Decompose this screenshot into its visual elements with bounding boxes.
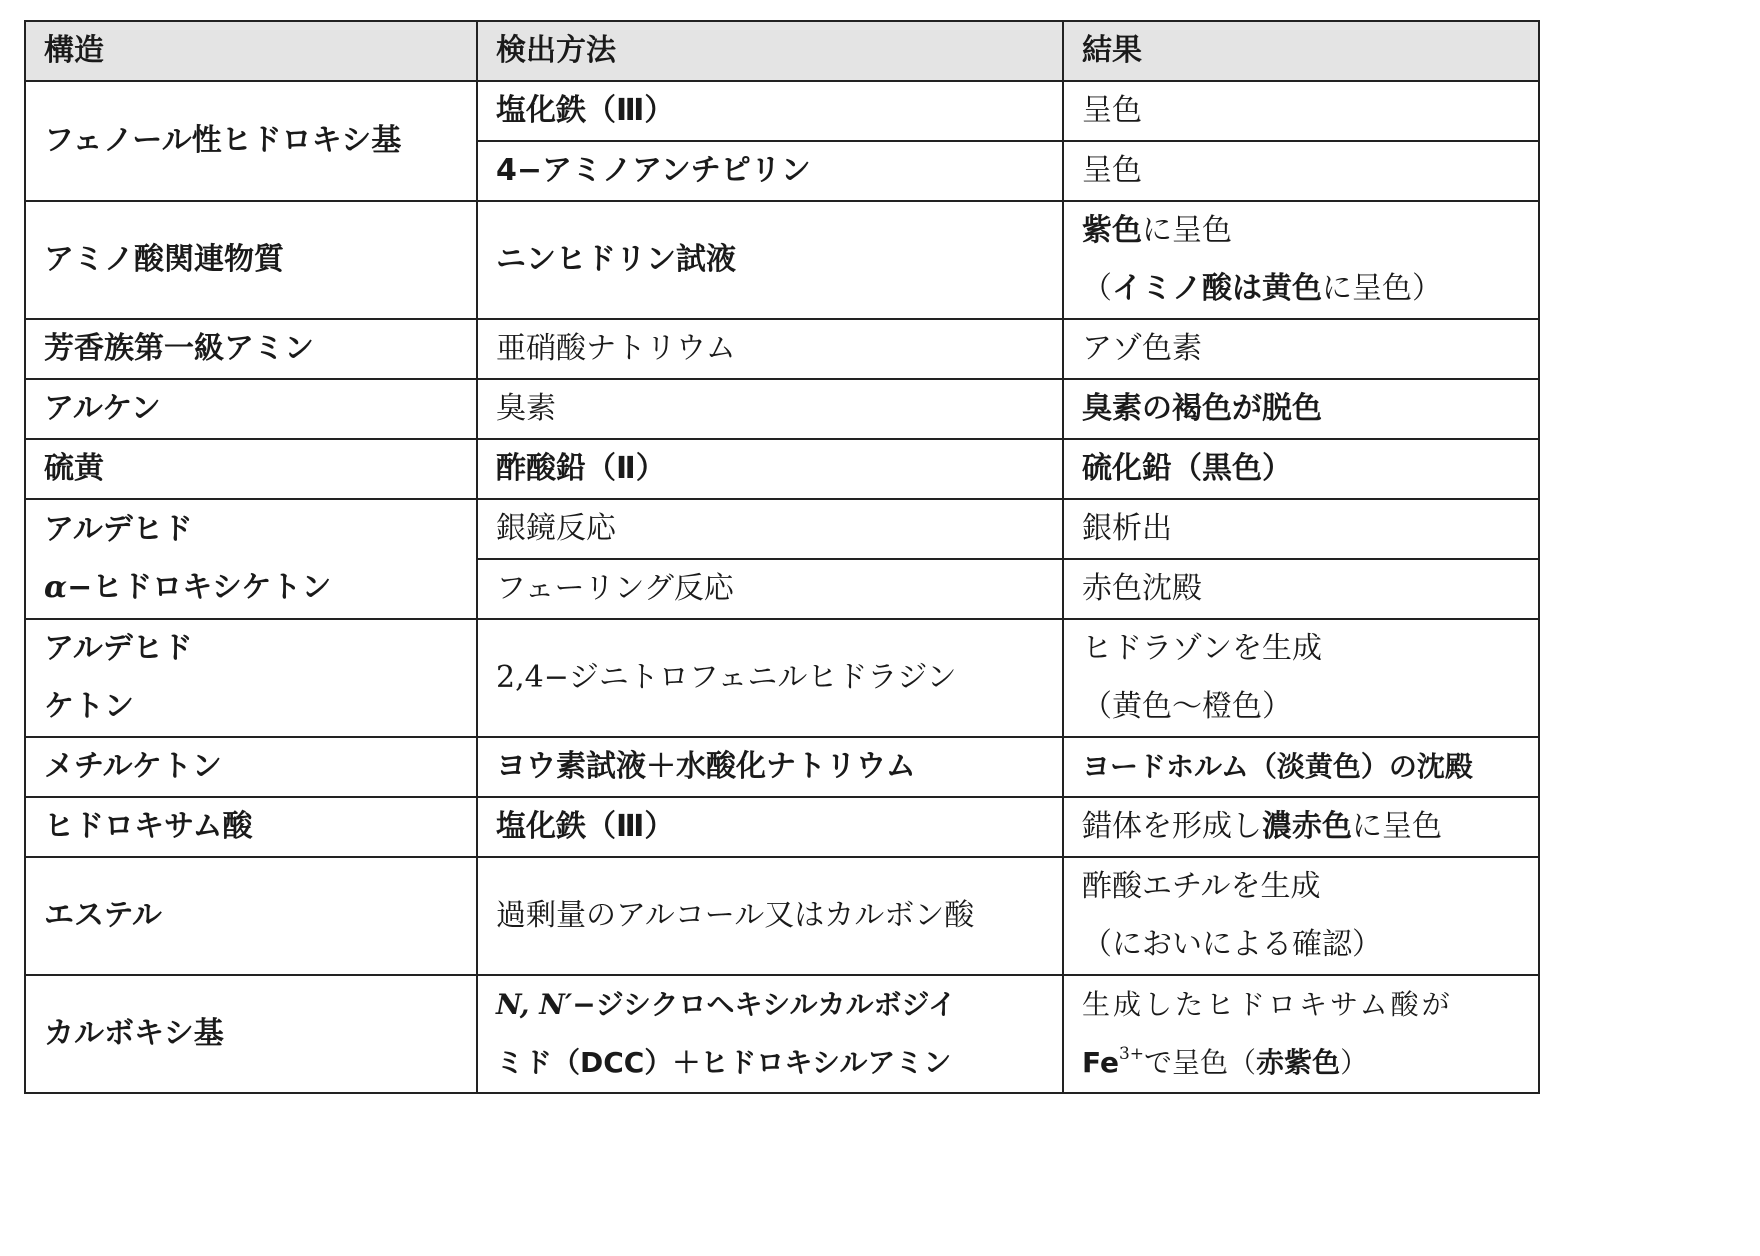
method-cell: 銀鏡反応 <box>477 499 1063 559</box>
result-cell: 呈色 <box>1063 81 1539 141</box>
table-row <box>25 201 1539 319</box>
structure-line: アルデヒド <box>44 631 193 666</box>
table-row <box>25 975 1539 1093</box>
structure-cell <box>25 619 477 737</box>
result-text: に呈色 <box>1142 213 1232 248</box>
table-row <box>25 319 1539 379</box>
table-row <box>25 379 1539 439</box>
method-cell: 4−アミノアンチピリン <box>477 141 1063 201</box>
method-cell: 塩化鉄（Ⅲ） <box>477 797 1063 857</box>
method-text: −ジシクロヘキシルカルボジイ <box>572 988 957 1021</box>
result-cell: 赤色沈殿 <box>1063 559 1539 619</box>
method-cell: 臭素 <box>477 379 1063 439</box>
result-text: 錯体を形成し <box>1082 809 1262 844</box>
table-row <box>25 737 1539 797</box>
result-text: ） <box>1340 1046 1369 1079</box>
result-text: （ <box>1082 271 1112 306</box>
structure-line: ケトン <box>44 689 134 724</box>
method-cell: 過剰量のアルコール又はカルボン酸 <box>477 857 1063 975</box>
result-line: （黄色〜橙色） <box>1082 689 1292 724</box>
method-cell: ニンヒドリン試液 <box>477 201 1063 319</box>
method-cell <box>477 975 1063 1093</box>
result-line <box>1082 1034 1520 1092</box>
result-line <box>1082 202 1520 260</box>
table-row <box>25 439 1539 499</box>
header-method: 検出方法 <box>477 21 1063 81</box>
table-row <box>25 797 1539 857</box>
structure-line <box>44 559 458 617</box>
result-emphasis: 紫色 <box>1082 213 1142 248</box>
result-cell <box>1063 619 1539 737</box>
method-cell: 2,4−ジニトロフェニルヒドラジン <box>477 619 1063 737</box>
result-line <box>1082 260 1520 318</box>
method-line <box>496 976 1044 1034</box>
detection-table <box>24 20 1540 1094</box>
header-structure: 構造 <box>25 21 477 81</box>
header-result: 結果 <box>1063 21 1539 81</box>
result-line: （においによる確認） <box>1082 927 1382 962</box>
alpha-symbol: α <box>44 570 68 605</box>
result-cell: ヨードホルム（淡黄色）の沈殿 <box>1063 737 1539 797</box>
table-row <box>25 499 1539 559</box>
dcc-prefix: N, N′ <box>496 988 573 1021</box>
charge-superscript: 3+ <box>1118 1044 1145 1064</box>
result-cell <box>1063 201 1539 319</box>
structure-cell: 硫黄 <box>25 439 477 499</box>
structure-cell: メチルケトン <box>25 737 477 797</box>
table-row <box>25 857 1539 975</box>
structure-cell <box>25 499 477 619</box>
structure-line: アルデヒド <box>44 512 193 547</box>
result-cell: 硫化鉛（黒色） <box>1063 439 1539 499</box>
method-cell: 酢酸鉛（Ⅱ） <box>477 439 1063 499</box>
result-text: に呈色） <box>1322 271 1442 306</box>
result-line: ヒドラゾンを生成 <box>1082 631 1322 666</box>
method-cell: 塩化鉄（Ⅲ） <box>477 81 1063 141</box>
result-text: で呈色（ <box>1144 1046 1257 1079</box>
structure-cell: 芳香族第一級アミン <box>25 319 477 379</box>
method-cell: ヨウ素試液＋水酸化ナトリウム <box>477 737 1063 797</box>
method-cell: 亜硝酸ナトリウム <box>477 319 1063 379</box>
method-cell: フェーリング反応 <box>477 559 1063 619</box>
method-line: ミド（DCC）＋ヒドロキシルアミン <box>496 1046 952 1079</box>
result-emphasis: 赤紫色 <box>1256 1046 1341 1079</box>
structure-cell: ヒドロキサム酸 <box>25 797 477 857</box>
structure-cell: エステル <box>25 857 477 975</box>
structure-text: −ヒドロキシケトン <box>67 570 332 605</box>
result-line: 生成したヒドロキサム酸が <box>1082 988 1453 1021</box>
result-text: に呈色 <box>1352 809 1442 844</box>
result-cell: 呈色 <box>1063 141 1539 201</box>
structure-cell: アミノ酸関連物質 <box>25 201 477 319</box>
structure-cell: アルケン <box>25 379 477 439</box>
result-cell: アゾ色素 <box>1063 319 1539 379</box>
structure-cell: カルボキシ基 <box>25 975 477 1093</box>
header-row <box>25 21 1539 81</box>
iron-symbol: Fe <box>1082 1046 1119 1079</box>
result-cell: 臭素の褐色が脱色 <box>1063 379 1539 439</box>
result-emphasis: 濃赤色 <box>1262 809 1352 844</box>
structure-cell: フェノール性ヒドロキシ基 <box>25 81 477 201</box>
result-cell: 銀析出 <box>1063 499 1539 559</box>
result-cell <box>1063 857 1539 975</box>
table-row <box>25 619 1539 737</box>
result-emphasis: イミノ酸は黄色 <box>1112 271 1322 306</box>
result-line: 酢酸エチルを生成 <box>1082 869 1321 904</box>
table-row <box>25 81 1539 141</box>
result-cell <box>1063 975 1539 1093</box>
result-cell <box>1063 797 1539 857</box>
